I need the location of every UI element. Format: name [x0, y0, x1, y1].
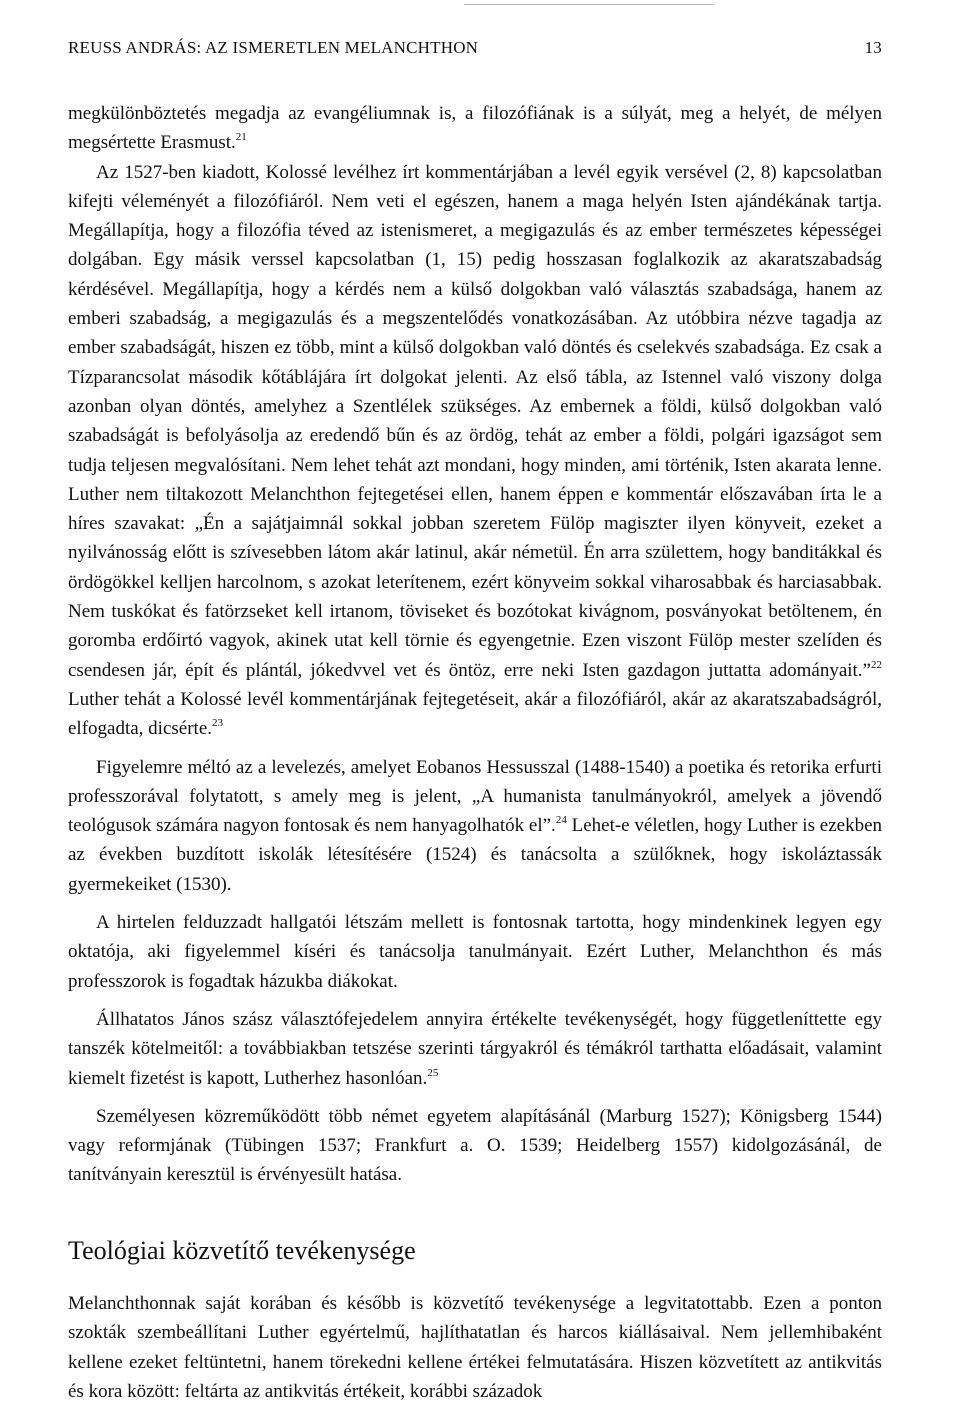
paragraph-4: A hirtelen felduzzadt hallgatói létszám mellett is fontosnak tartotta, hogy mindenkinek legyen egy oktatója, aki figyelemmel kíséri és tanácsolja tanulmányait. Ezért Luther, Melanchthon és más professzorok is fogadtak házukba diákokat. — [68, 912, 882, 992]
paragraph-5: Állhatatos János szász választófejedelem annyira értékelte tevékenységét, hogy függetleníttette egy tanszék kötelmeitől: a továbbiakban tetszése szerinti tárgyakról és témákról tarthatta előadásait, valamint kiemelt fizetést is kapott, Lutherhez hasonlóan.$^{25}$ — [68, 1008, 882, 1089]
footnote-ref-21[interactable]: 21 — [235, 131, 247, 144]
footnote-ref-22[interactable]: 22 — [871, 658, 882, 671]
footnote-ref-23[interactable]: 23 — [212, 717, 224, 730]
section-heading: Teológiai közvetítő tevékenysége — [68, 1235, 416, 1265]
main-text — [68, 99, 882, 1406]
paragraph-2: Az 1527-ben kiadott, Kolossé levélhez írt kommentárjában a levél egyik versével (2, 8) kapcsolatban kifejti véleményét a filozófiáról. Nem veti el egészen, hanem a maga helyén Isten ajándékának tartja. Megállapítja, hogy a filozófia téved az istenismeret, a megigazulás és az ember természetes képességei dolgában. Egy másik verssel kapcsolatban (1, 15) pedig hosszasan foglalkozik az akaratszabadság kérdésével. Megállapítja, hogy a kérdés nem a külső dolgokban való választás szabadsága, hanem az emberi szabadság, a megigazulás és a megszentelődés vonatkozásában. Az utóbbira nézve tagadja az ember szabadságát, hiszen ez több, mint a külső dolgokban való döntés és cselekvés szabadsága. Ez csak a Tízparancsolat második kőtáblájára írt dolgokat jelenti. Az első tábla, az Istennel való viszony dolga azonban olyan döntés, amelyhez a Szentlélek szükséges. Az embernek a földi, külső dolgokban való szabadságát is befolyásolja az eredendő bűn és az ördög, tehát az ember a földi, polgári igazságot sem tudja teljesen megvalósítani. Nem lehet tehát azt mondani, hogy minden, ami történik, Isten akarata lenne. Luther nem tiltakozott Melanchthon fejtegetései ellen, hanem éppen e kommentár előszavában írta le a híres szavakat: „Én a sajátjaimnál sokkal jobban szeretem Fülöp magiszter ilyen könyveit, ezeket a nyilvánosság előtt is szívesebben látom akár latinul, akár németül. Én arra születtem, hogy banditákkal és ördögökkel kelljen harcolnom, s azokat leterítenem, ezért könyveim sokkal viharosabbak és harciasabbak. Nem tuskókat és fatörzseket kell irtanom, töviseket és bozótokat kivágnom, posványokat betöltenem, én goromba erdőirtó vagyok, akinek utat kell törnie és egyengetnie. Ezen viszont Fülöp mester szelíden és csendesen jár, épít és plántál, jókedvvel vet és öntöz, erre neki Isten gazdagon juttatta adományait.”$^{22}$ Luther tehát a Kolossé levél kommentárjának fejtegetéseit, akár a filozófiáról, akár az akaratszabadságról, elfogadta, dicsérte.$^{23}$ — [68, 161, 882, 740]
scan-edge-line — [464, 4, 714, 5]
paragraph-3: Figyelemre méltó az a levelezés, amelyet Eobanos Hessusszal (1488-1540) a poetika és retorika erfurti professzorával folytatott, s amely meg is jelent, „A humanista tanulmányokról, amelyek a jövendő teológusok számára nagyon fontosak és nem hanyagolhatók el”.$^{24}$ Lehet-e véletlen, hogy Luther is ezekben az években buzdított iskolák létesítésére (1524) és tanácsolta a szülőknek, hogy iskoláztassák gyermekeiket (1530). — [68, 756, 882, 895]
footnote-ref-25[interactable]: 25 — [427, 1066, 439, 1079]
paragraph-6: Személyesen közreműködött több német egyetem alapításánál (Marburg 1527); Königsberg 1544) vagy reformjának (Tübingen 1537; Frankfurt a. O. 1539; Heidelberg 1557) kidolgozásánál, de tanítványain keresztül is érvényesült hatása. — [68, 1105, 882, 1186]
page-number: 13 — [864, 38, 882, 57]
footnote-ref-24[interactable]: 24 — [555, 814, 567, 827]
section-paragraph: Melanchthonnak saját korában és később is közvetítő tevékenysége a legvitatottabb. Ezen a ponton szokták szembeállítani Luther egyértelmű, hajlíthatatlan és harcos kiállásaival. Nem jellemhibaként kellene ezeket feltüntetni, hanem törekedni kellene értékei felmutatására. Hiszen közvetített az antikvitás és kora között: feltárta az antikvitás értékeit, korábbi századok — [68, 1292, 882, 1402]
paragraph-1: megkülönböztetés megadja az evangéliumnak is, a filozófiának is a súlyát, meg a helyét, de mélyen megsértette Erasmust.$^{21}$ — [68, 103, 882, 154]
running-title: REUSS ANDRÁS: AZ ISMERETLEN MELANCHTHON — [68, 38, 479, 57]
running-header — [68, 38, 882, 58]
